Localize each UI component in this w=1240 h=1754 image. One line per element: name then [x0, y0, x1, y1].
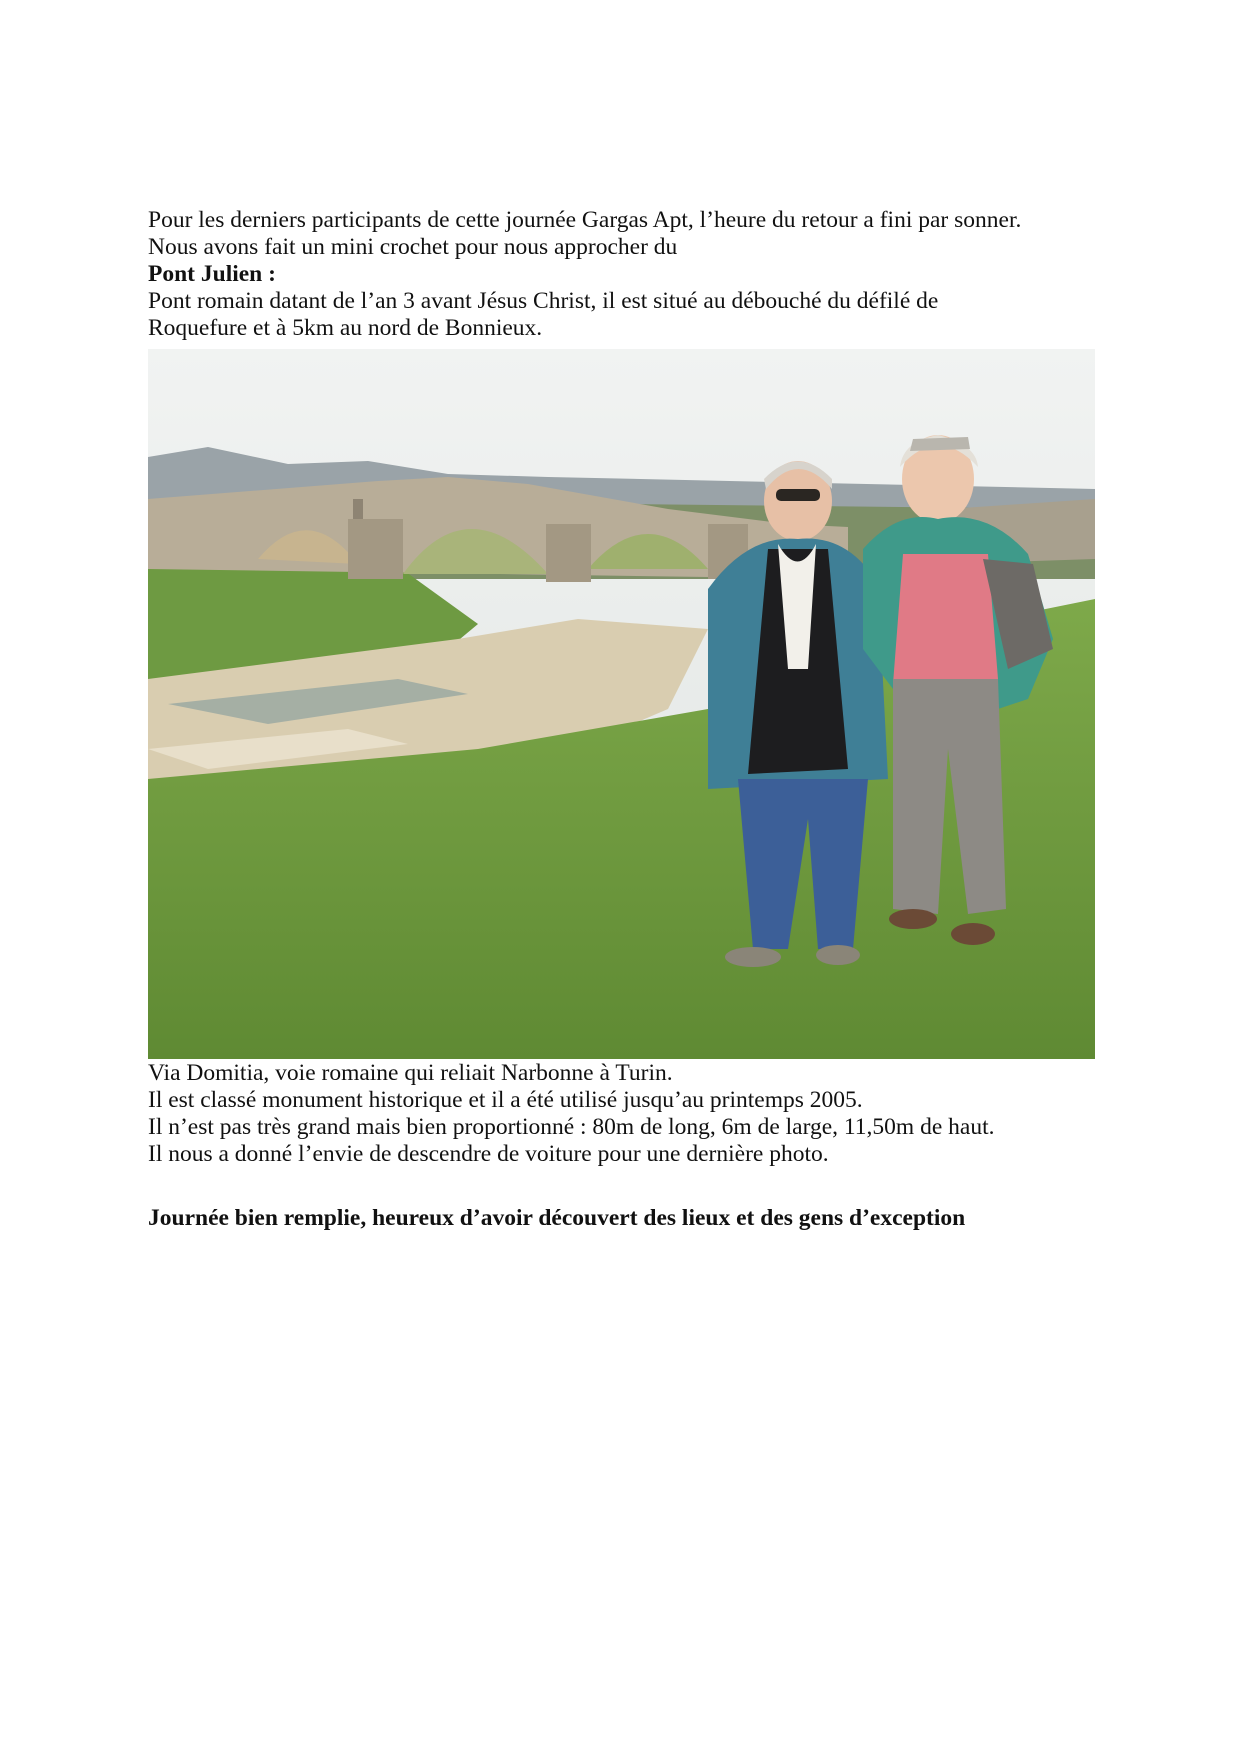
caption-line-2: Il est classé monument historique et il a été utilisé jusqu’au printemps 2005.	[148, 1087, 863, 1113]
intro-line-1: Pour les derniers participants de cette journée Gargas Apt, l’heure du retour a fini par sonner.	[148, 207, 1022, 233]
caption-line-4: Il nous a donné l’envie de descendre de voiture pour une dernière photo.	[148, 1141, 829, 1167]
caption-line-1: Via Domitia, voie romaine qui reliait Narbonne à Turin.	[148, 1060, 673, 1086]
bridge-photo	[148, 349, 1095, 1059]
caption-line-3: Il n’est pas très grand mais bien proportionné : 80m de long, 6m de large, 11,50m de haut.	[148, 1114, 995, 1140]
intro-paragraph	[148, 207, 1108, 342]
intro-line-2: Nous avons fait un mini crochet pour nous approcher du	[148, 234, 678, 260]
section-heading: Pont Julien :	[148, 261, 276, 287]
closing-statement: Journée bien remplie, heureux d’avoir découvert des lieux et des gens d’exception	[148, 1205, 966, 1231]
intro-line-3: Pont romain datant de l’an 3 avant Jésus Christ, il est situé au débouché du défilé de	[148, 288, 939, 314]
intro-line-4: Roquefure et à 5km au nord de Bonnieux.	[148, 315, 543, 341]
caption-paragraph	[148, 1060, 1108, 1168]
